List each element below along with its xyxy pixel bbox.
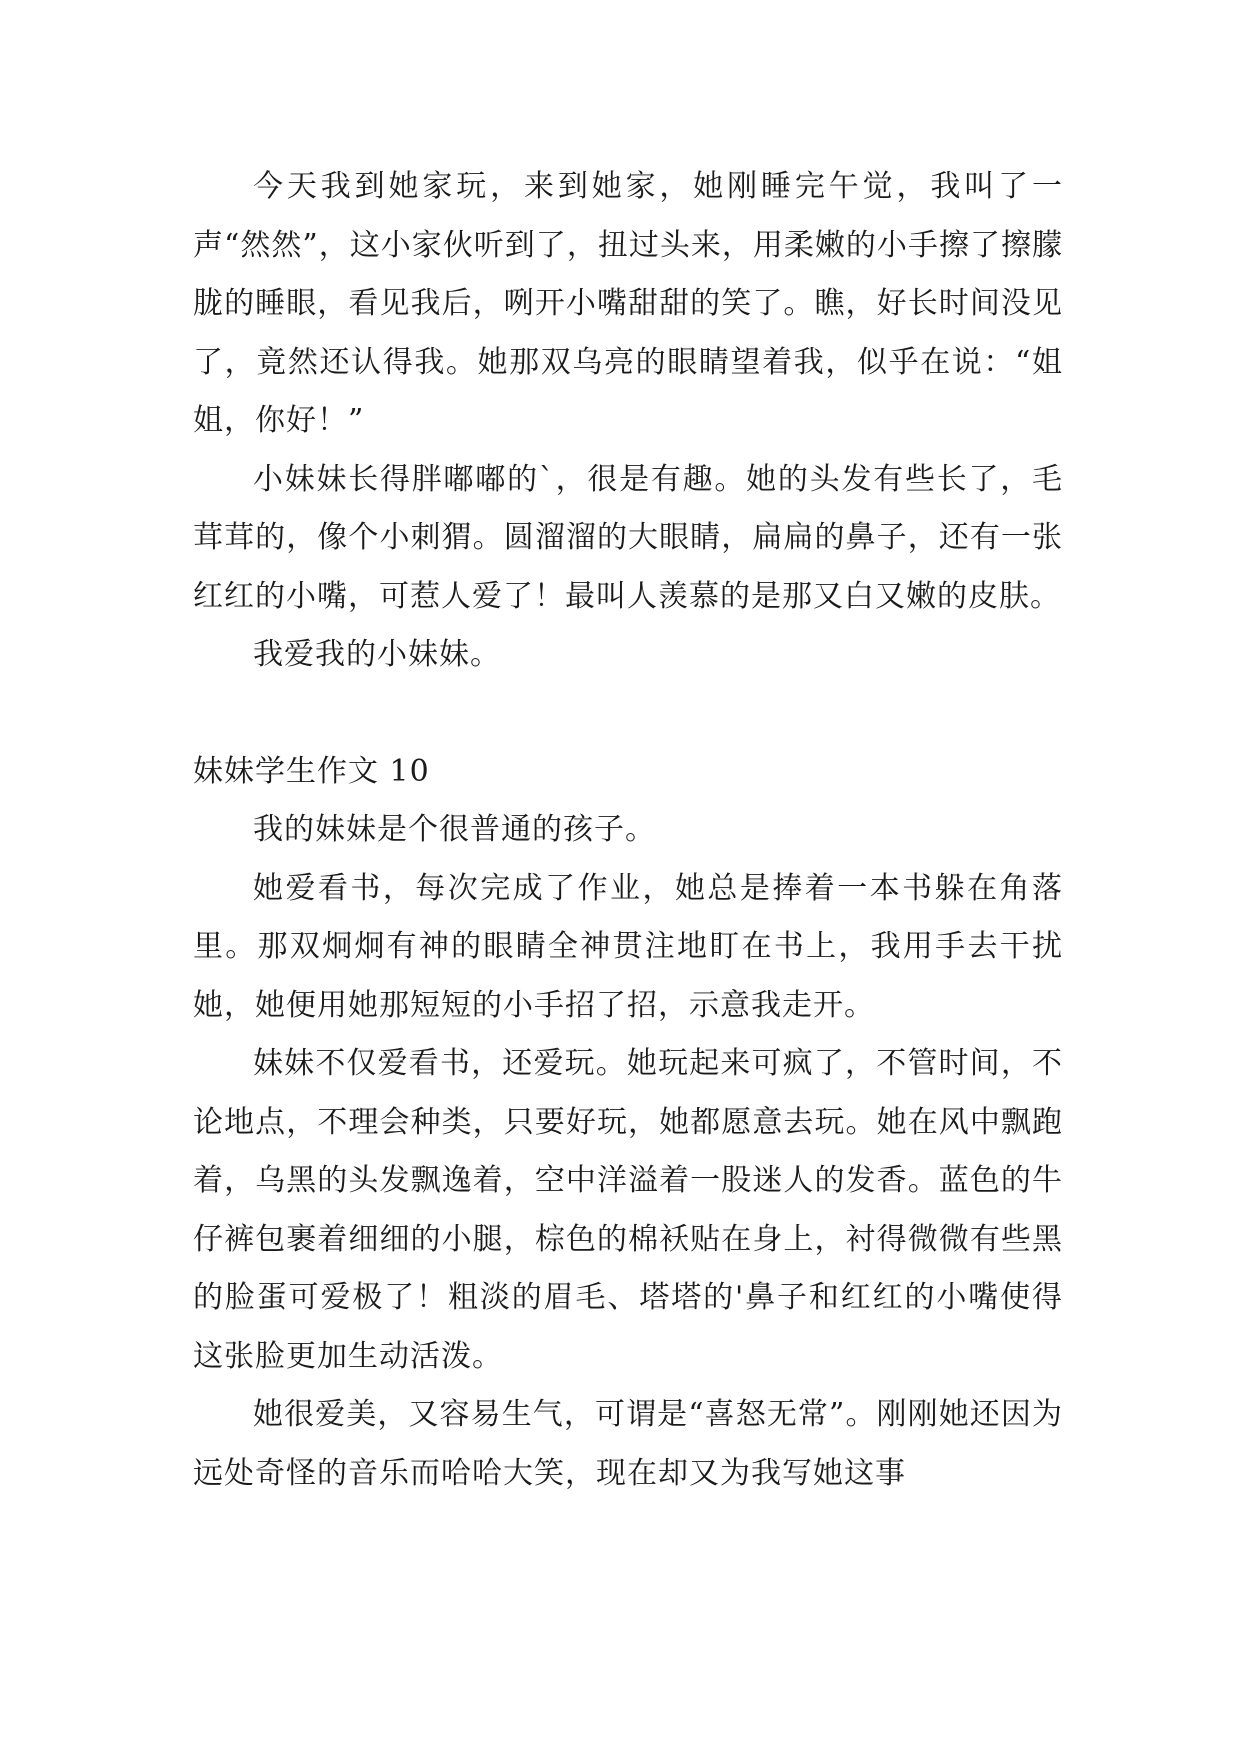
document-page <box>193 158 1063 1503</box>
paragraph-reading: 她爱看书，每次完成了作业，她总是捧着一本书躲在角落里。那双炯炯有神的眼睛全神贯注地盯在书上，我用手去干扰她，她便用她那短短的小手招了招，示意我走开。 <box>193 870 1063 1023</box>
section-title: 妹妹学生作文 10 <box>193 753 430 789</box>
paragraph-visit: 今天我到她家玩，来到她家，她刚睡完午觉，我叫了一声“然然”，这小家伙听到了，扭过头来，用柔嫩的小手擦了擦朦胧的睡眼，看见我后，咧开小嘴甜甜的笑了。瞧，好长时间没见了，竟然还认得我。她那双乌亮的眼睛望着我，似乎在说：“姐姐，你好！” <box>193 169 1063 438</box>
paragraph-love: 我爱我的小妹妹。 <box>253 637 501 672</box>
paragraph-mood: 她很爱美，又容易生气，可谓是“喜怒无常”。刚刚她还因为远处奇怪的音乐而哈哈大笑，现在却又为我写她这事 <box>193 1397 1063 1491</box>
paragraph-intro: 我的妹妹是个很普通的孩子。 <box>253 812 656 847</box>
paragraph-playing: 妹妹不仅爱看书，还爱玩。她玩起来可疯了，不管时间，不论地点，不理会种类，只要好玩，她都愿意去玩。她在风中飘跑着，乌黑的头发飘逸着，空中洋溢着一股迷人的发香。蓝色的牛仔裤包裹着细细的小腿，棕色的棉袄贴在身上，衬得微微有些黑的脸蛋可爱极了！粗淡的眉毛、塔塔的'鼻子和红红的小嘴使得这张脸更加生动活泼。 <box>193 1046 1063 1374</box>
paragraph-appearance: 小妹妹长得胖嘟嘟的`，很是有趣。她的头发有些长了，毛茸茸的，像个小刺猬。圆溜溜的大眼睛，扁扁的鼻子，还有一张红红的小嘴，可惹人爱了！最叫人羡慕的是那又白又嫩的皮肤。 <box>193 461 1063 614</box>
